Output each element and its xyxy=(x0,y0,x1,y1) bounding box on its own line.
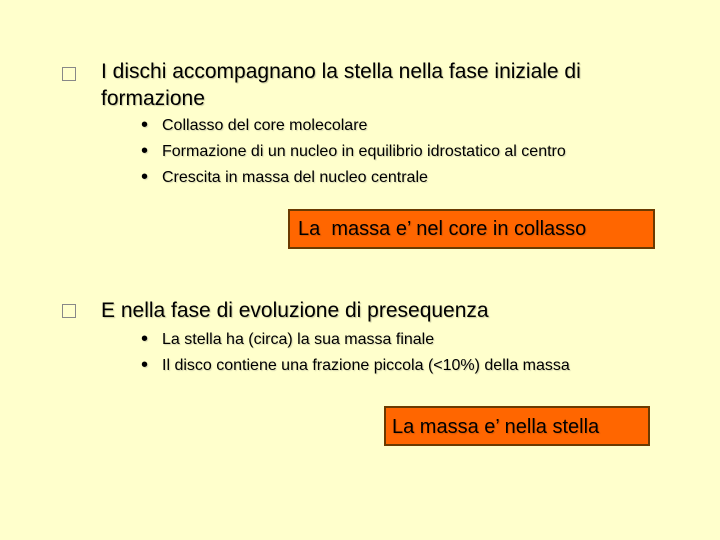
list-item xyxy=(141,139,566,165)
list-item xyxy=(141,353,570,379)
callout-text: La massa e’ nella stella xyxy=(392,416,600,438)
sub-list-1 xyxy=(141,113,566,191)
list-item-text: La stella ha (circa) la sua massa finale xyxy=(162,331,435,348)
bullet-dot-icon: • xyxy=(141,328,149,350)
bullet-dot-icon: • xyxy=(141,354,149,376)
missing-glyph-box-icon xyxy=(62,304,76,318)
callout-text: La massa e’ nel core in collasso xyxy=(298,218,587,240)
main-bullet-text-2: E nella fase di evoluzione di presequenza xyxy=(101,299,489,322)
callout-box xyxy=(288,209,655,249)
list-item-text: Il disco contiene una frazione piccola (<10%) della massa xyxy=(162,357,570,374)
callout-box xyxy=(384,406,650,446)
list-item-text: Collasso del core molecolare xyxy=(162,117,368,134)
sub-list-2 xyxy=(141,327,570,379)
list-item xyxy=(141,327,570,353)
bullet-dot-icon: • xyxy=(141,114,149,136)
missing-glyph-box-icon xyxy=(62,67,76,81)
bullet-dot-icon: • xyxy=(141,140,149,162)
list-item xyxy=(141,113,566,139)
list-item-text: Crescita in massa del nucleo centrale xyxy=(162,169,428,186)
list-item xyxy=(141,165,566,191)
list-item-text: Formazione di un nucleo in equilibrio idrostatico al centro xyxy=(162,143,566,160)
bullet-dot-icon: • xyxy=(141,166,149,188)
main-bullet-text-1: I dischi accompagnano la stella nella fase iniziale di formazione xyxy=(101,60,581,110)
